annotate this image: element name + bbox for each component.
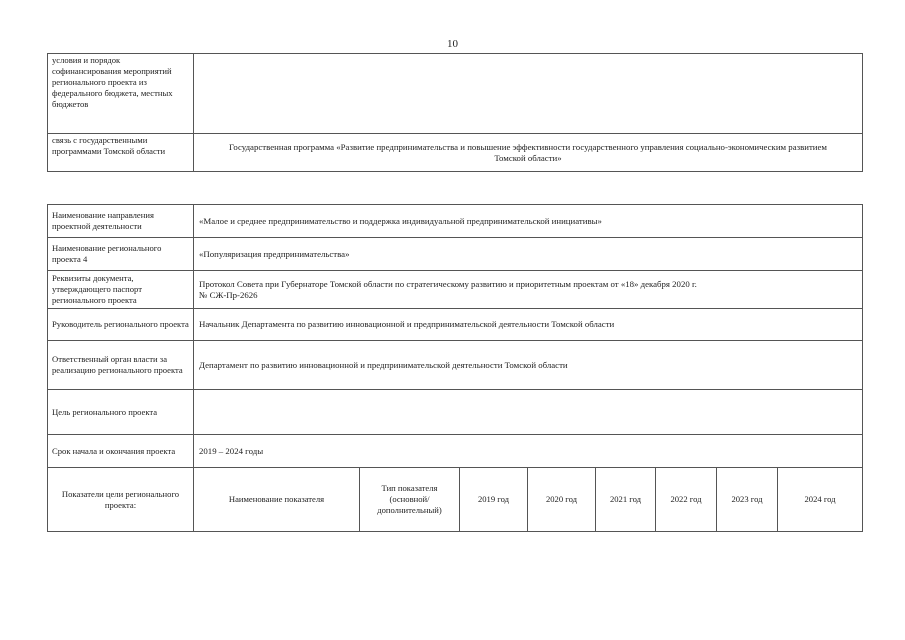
row-label: Наименование направления проектной деятельности bbox=[48, 205, 194, 238]
regional-project-passport-table bbox=[47, 204, 863, 532]
table-row bbox=[48, 271, 863, 309]
column-header: Тип показателя (основной/ дополнительный) bbox=[360, 468, 460, 532]
row-value bbox=[194, 54, 863, 134]
row-value: Протокол Совета при Губернаторе Томской области по стратегическому развитию и приоритетным проектам от «18» декабря 2020 г. № СЖ-Пр-2626 bbox=[194, 271, 863, 309]
row-label: Реквизиты документа, утверждающего паспорт регионального проекта bbox=[48, 271, 194, 309]
row-label: связь с государственными программами Томской области bbox=[48, 134, 194, 172]
table-row bbox=[48, 54, 863, 134]
column-header: 2024 год bbox=[778, 468, 863, 532]
table-row bbox=[48, 309, 863, 341]
table-row bbox=[48, 205, 863, 238]
row-value: 2019 – 2024 годы bbox=[194, 435, 863, 468]
row-label: Руководитель регионального проекта bbox=[48, 309, 194, 341]
table-row bbox=[48, 435, 863, 468]
column-header: 2019 год bbox=[460, 468, 528, 532]
table-row bbox=[48, 341, 863, 390]
column-header: 2022 год bbox=[656, 468, 717, 532]
column-header: 2021 год bbox=[596, 468, 656, 532]
table-row bbox=[48, 390, 863, 435]
project-conditions-table bbox=[47, 53, 863, 172]
row-value bbox=[194, 390, 863, 435]
row-value: Государственная программа «Развитие предпринимательства и повышение эффективности государственного управления социально-экономическим развитием Томской области» bbox=[194, 134, 863, 172]
row-label: Наименование регионального проекта 4 bbox=[48, 238, 194, 271]
column-header: 2020 год bbox=[528, 468, 596, 532]
row-label: Цель регионального проекта bbox=[48, 390, 194, 435]
row-label: условия и порядок софинансирования мероприятий регионального проекта из федерального бюджета, местных бюджетов bbox=[48, 54, 194, 134]
indicators-header-row bbox=[48, 468, 863, 532]
table-row bbox=[48, 134, 863, 172]
column-header: Наименование показателя bbox=[194, 468, 360, 532]
row-value: «Популяризация предпринимательства» bbox=[194, 238, 863, 271]
column-header: 2023 год bbox=[717, 468, 778, 532]
row-value: «Малое и среднее предпринимательство и поддержка индивидуальной предпринимательской инициативы» bbox=[194, 205, 863, 238]
row-value: Департамент по развитию инновационной и предпринимательской деятельности Томской области bbox=[194, 341, 863, 390]
row-value: Начальник Департамента по развитию инновационной и предпринимательской деятельности Томской области bbox=[194, 309, 863, 341]
row-label: Ответственный орган власти за реализацию регионального проекта bbox=[48, 341, 194, 390]
table-row bbox=[48, 238, 863, 271]
page-number: 10 bbox=[447, 38, 458, 50]
row-label: Срок начала и окончания проекта bbox=[48, 435, 194, 468]
indicators-label: Показатели цели регионального проекта: bbox=[48, 468, 194, 532]
